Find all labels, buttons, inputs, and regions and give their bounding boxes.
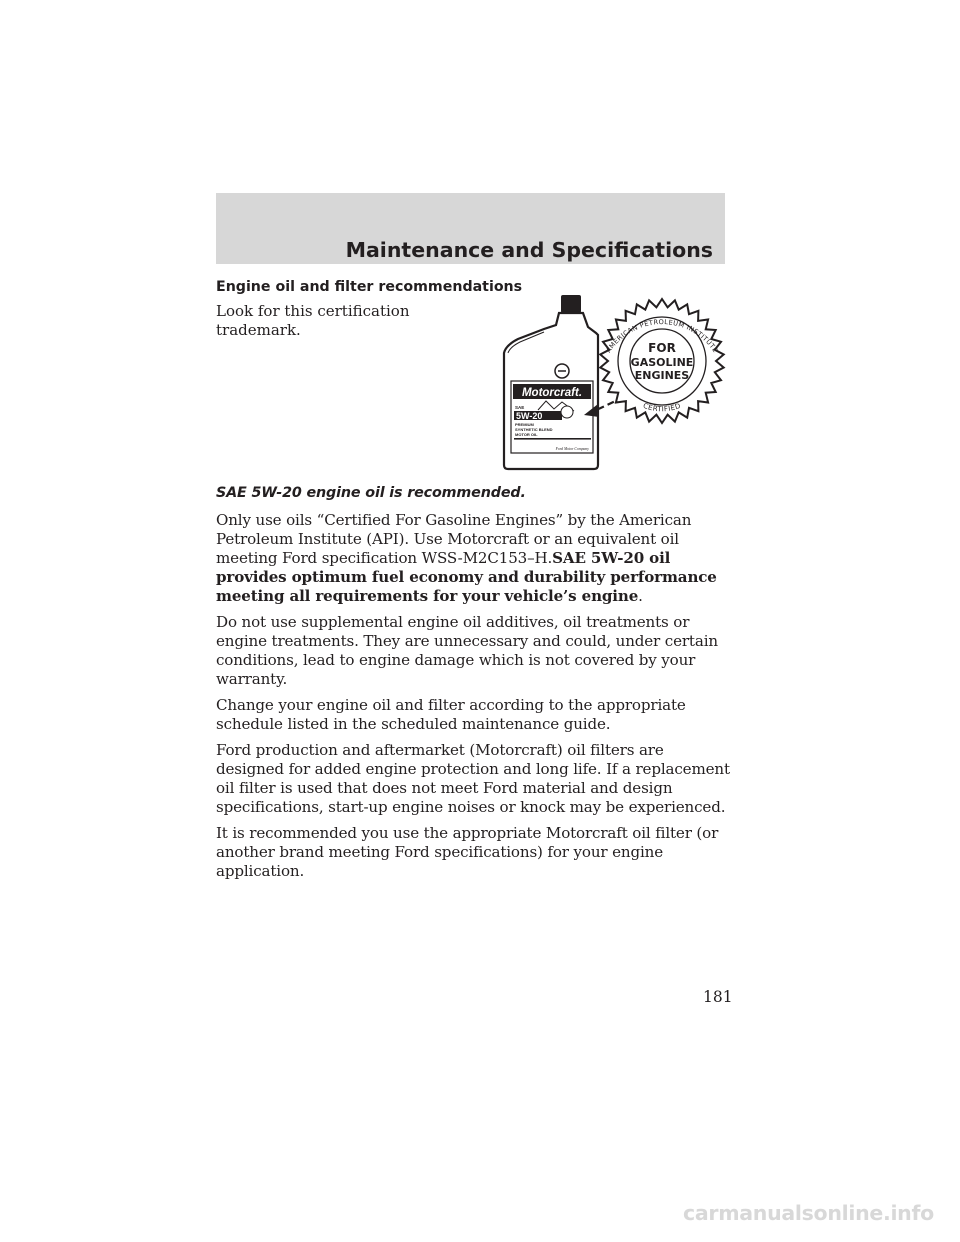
subhead: SAE 5W-20 engine oil is recommended. [216, 485, 526, 501]
api-certification-seal [600, 299, 723, 423]
bottle-sae: SAE [515, 405, 525, 410]
bottle-maker: Ford Motor Company [555, 447, 589, 451]
oil-bottle-icon [504, 295, 598, 469]
paragraph-1-bold: SAE 5W-20 oil provides optimum fuel economy and durability performance meeting all requirements for your vehicle’s engine [216, 549, 717, 605]
footer-url: carmanualsonline.info [683, 1201, 934, 1225]
bottle-line3: MOTOR OIL [515, 432, 538, 437]
page-number: 181 [703, 988, 733, 1006]
paragraph-1-text: Only use oils “Certified For Gasoline Engines” by the American Petroleum Institute (API). Use Motorcraft or an equivalent oil meeting Ford specification WSS-M2C153–H. [216, 511, 692, 567]
bottle-line2: SYNTHETIC BLEND [515, 427, 553, 432]
seal-line1: FOR [648, 341, 676, 355]
paragraph-1 [216, 511, 731, 606]
body-text [216, 484, 731, 888]
section-header-title: Maintenance and Specifications [345, 238, 713, 262]
section-title: Engine oil and filter recommendations [216, 279, 523, 295]
bottle-grade: 5W-20 [516, 411, 543, 421]
seal-arc-bottom: CERTIFIED [642, 401, 682, 414]
seal-arc-top: AMERICAN PETROLEUM INSTITUTE [604, 318, 720, 355]
paragraph-3: Change your engine oil and filter according to the appropriate schedule listed in the scheduled maintenance guide. [216, 696, 686, 733]
oil-bottle-certification-illustration [498, 295, 726, 473]
bottle-brand: Motorcraft. [521, 387, 583, 399]
paragraph-1-end: . [638, 587, 643, 605]
paragraph-4: Ford production and aftermarket (Motorcraft) oil filters are designed for added engine protection and long life. If a replacement oil filter is used that does not meet Ford material and design specifications, start-up engine noises or knock may be experienced. [216, 741, 730, 816]
header-band [216, 193, 725, 264]
paragraph-2: Do not use supplemental engine oil additives, oil treatments or engine treatments. They are unnecessary and could, under certain conditions, lead to engine damage which is not covered by your warranty. [216, 613, 718, 688]
seal-line3: ENGINES [634, 369, 690, 382]
seal-line2: GASOLINE [630, 356, 694, 369]
bottle-line1: PREMIUM [515, 422, 534, 427]
paragraph-5: It is recommended you use the appropriate Motorcraft oil filter (or another brand meeting Ford specifications) for your engine application. [216, 824, 719, 880]
lookfor-text: Look for this certification trademark. [216, 302, 410, 339]
